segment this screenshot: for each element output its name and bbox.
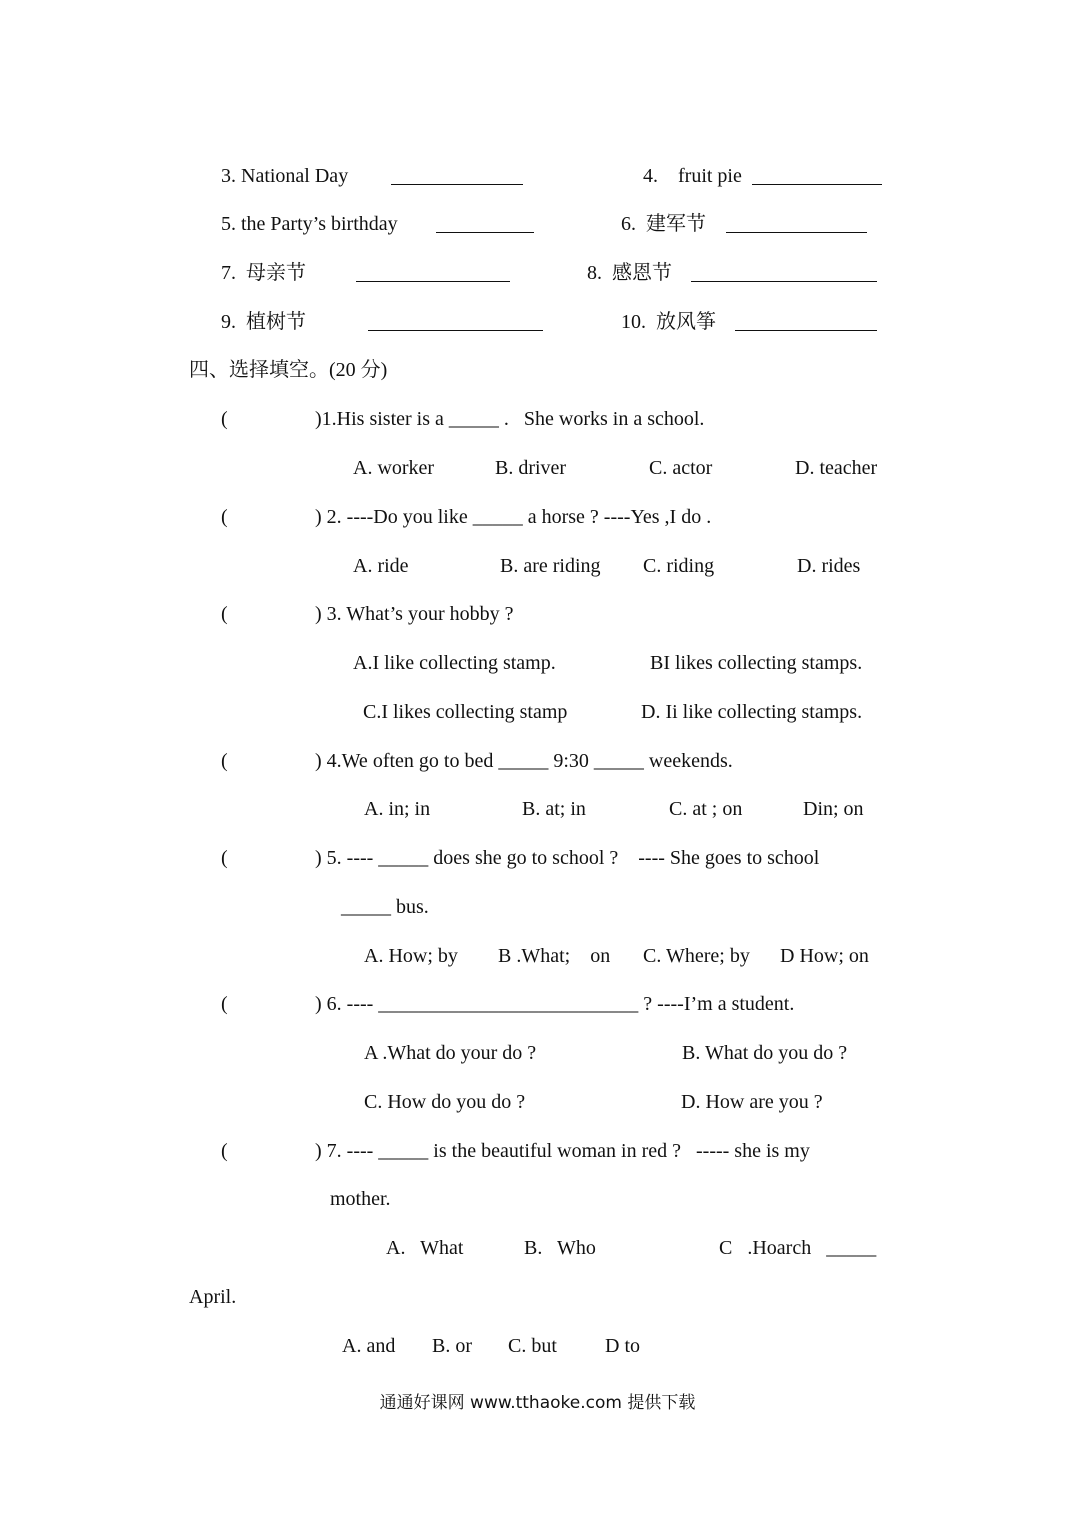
- option: D. How are you ?: [681, 1091, 823, 1113]
- option: D to: [605, 1335, 640, 1357]
- answer-paren[interactable]: (: [221, 506, 228, 528]
- answer-paren[interactable]: (: [221, 603, 228, 625]
- question-stem: )1.His sister is a _____ . She works in a school.: [315, 408, 705, 430]
- option: C. How do you do ?: [364, 1091, 526, 1113]
- option: C. Where; by: [643, 945, 750, 967]
- answer-paren[interactable]: (: [221, 993, 228, 1015]
- vocab-item: 10. 放风筝: [621, 311, 716, 333]
- option: A. How; by: [364, 945, 458, 967]
- option: D How; on: [780, 945, 869, 967]
- option: A .What do your do ?: [364, 1042, 537, 1064]
- option: A. What: [386, 1237, 464, 1259]
- answer-blank[interactable]: [691, 263, 877, 282]
- vocab-item: 3. National Day: [221, 165, 349, 187]
- question-stem: ) 3. What’s your hobby ?: [315, 603, 514, 625]
- option: B. driver: [495, 457, 567, 479]
- option: B. or: [432, 1335, 472, 1357]
- vocab-item: 4. fruit pie: [643, 165, 742, 187]
- answer-paren[interactable]: (: [221, 1140, 228, 1162]
- option: C. riding: [643, 555, 715, 577]
- answer-blank[interactable]: [752, 166, 882, 185]
- option: Din; on: [803, 798, 864, 820]
- answer-blank[interactable]: [391, 166, 523, 185]
- option: A. ride: [353, 555, 409, 577]
- question-stem: ) 4.We often go to bed _____ 9:30 _____ weekends.: [315, 750, 733, 772]
- option: D. teacher: [795, 457, 878, 479]
- question-stem: ) 5. ---- _____ does she go to school ? ---- She goes to school: [315, 847, 820, 869]
- option: A. and: [342, 1335, 396, 1357]
- option: B. are riding: [500, 555, 601, 577]
- option: BI likes collecting stamps.: [650, 652, 863, 674]
- answer-blank[interactable]: [356, 263, 510, 282]
- option: D. Ii like collecting stamps.: [641, 701, 863, 723]
- option: A.I like collecting stamp.: [353, 652, 556, 674]
- vocab-item: 9. 植树节: [221, 311, 306, 333]
- answer-paren[interactable]: (: [221, 750, 228, 772]
- section-title: 四、选择填空。(20 分): [189, 359, 388, 381]
- option: D. rides: [797, 555, 861, 577]
- option: A. worker: [353, 457, 435, 479]
- option: C. actor: [649, 457, 713, 479]
- question-stem: ) 6. ---- __________________________ ? ----I’m a student.: [315, 993, 795, 1015]
- option: C. at ; on: [669, 798, 743, 820]
- option: C .Hoarch _____: [719, 1237, 877, 1259]
- option: A. in; in: [364, 798, 431, 820]
- answer-blank[interactable]: [735, 312, 877, 331]
- option: B. Who: [524, 1237, 596, 1259]
- question-stem: ) 7. ---- _____ is the beautiful woman in red ? ----- she is my: [315, 1140, 810, 1162]
- answer-blank[interactable]: [726, 214, 867, 233]
- answer-blank[interactable]: [368, 312, 543, 331]
- vocab-item: 8. 感恩节: [587, 262, 672, 284]
- option: B. What do you do ?: [682, 1042, 848, 1064]
- option: C.I likes collecting stamp: [363, 701, 568, 723]
- option: B .What; on: [498, 945, 611, 967]
- question-stem-continued: _____ bus.: [341, 896, 429, 918]
- page-footer: 通通好课网 www.tthaoke.com 提供下载: [379, 1393, 696, 1413]
- option: C. but: [508, 1335, 557, 1357]
- vocab-item: 6. 建军节: [621, 213, 706, 235]
- answer-paren[interactable]: (: [221, 847, 228, 869]
- question-stem: ) 2. ----Do you like _____ a horse ? ----Yes ,I do .: [315, 506, 712, 528]
- text-line: April.: [189, 1286, 237, 1308]
- option: B. at; in: [522, 798, 586, 820]
- answer-paren[interactable]: (: [221, 408, 228, 430]
- answer-blank[interactable]: [436, 214, 534, 233]
- vocab-item: 7. 母亲节: [221, 262, 306, 284]
- question-stem-continued: mother.: [330, 1188, 391, 1210]
- vocab-item: 5. the Party’s birthday: [221, 213, 398, 235]
